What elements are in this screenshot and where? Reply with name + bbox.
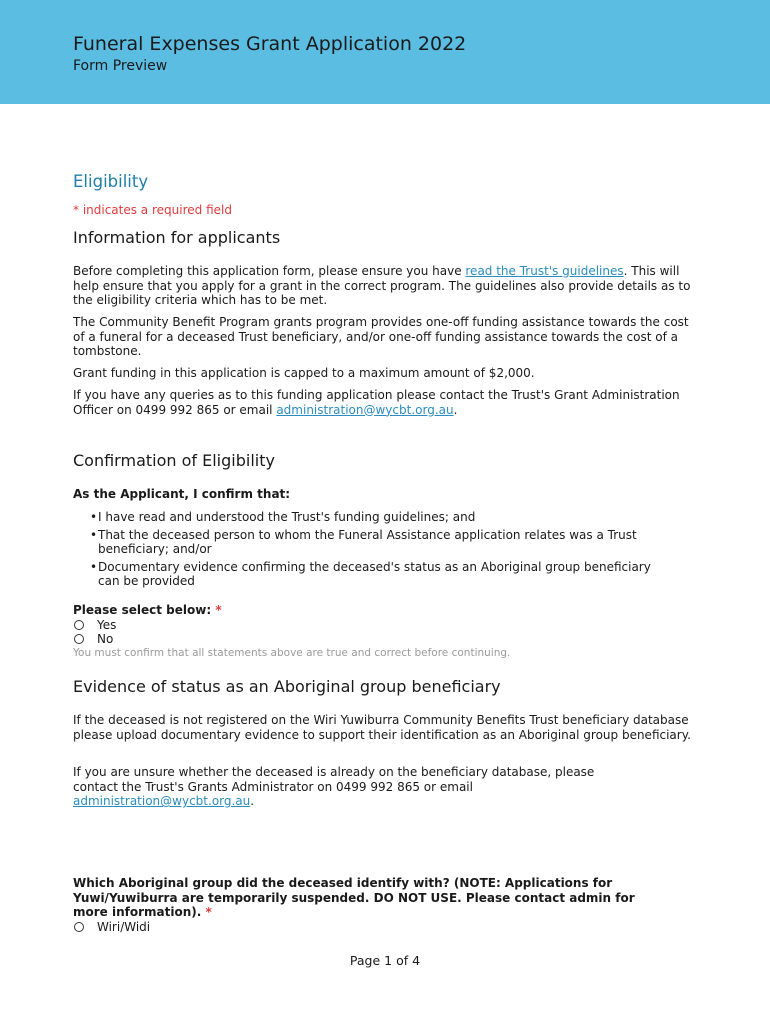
radio-button-icon[interactable] <box>74 620 84 630</box>
bullet-icon: • <box>90 527 98 542</box>
confirmation-bullet-list <box>73 510 673 592</box>
radio-option-no[interactable]: No <box>73 632 113 647</box>
info-paragraph-contact: If you have any queries as to this funding application please contact the Trust's Grant Administration Officer on 0499 992 865 or email administration@wycbt.org.au. <box>73 388 680 417</box>
bullet-icon: • <box>90 510 98 524</box>
heading-evidence-of-status: Evidence of status as an Aboriginal group beneficiary <box>73 677 501 696</box>
select-label: Please select below: * <box>73 603 222 617</box>
required-star: * <box>205 905 212 920</box>
list-item: • Documentary evidence confirming the deceased's status as an Aboriginal group beneficiary can be provided <box>90 559 651 589</box>
required-field-note: * indicates a required field <box>73 203 232 217</box>
guidelines-link[interactable]: read the Trust's guidelines <box>465 264 624 278</box>
email-link[interactable]: administration@wycbt.org.au <box>276 402 454 417</box>
radio-button-icon[interactable] <box>74 922 84 932</box>
radio-option-wiri-widi[interactable]: Wiri/Widi <box>73 920 150 935</box>
evidence-paragraph-upload: If the deceased is not registered on the Wiri Yuwiburra Community Benefits Trust beneficiary database please upload documentary evidence to support their identification as an Aboriginal group beneficiary. <box>73 713 691 742</box>
required-star: * <box>215 603 222 617</box>
list-item: • That the deceased person to whom the Funeral Assistance application relates was a Trust beneficiary; and/or <box>90 527 637 557</box>
form-title: Funeral Expenses Grant Application 2022 <box>73 33 467 55</box>
email-link[interactable]: administration@wycbt.org.au <box>73 794 251 809</box>
evidence-paragraph-contact: If you are unsure whether the deceased is already on the beneficiary database, please contact the Trust's Grants Administrator on 0499 992 865 or email administration@wycbt.org.au. <box>73 765 595 809</box>
heading-confirmation-of-eligibility: Confirmation of Eligibility <box>73 451 275 470</box>
info-paragraph-guidelines: Before completing this application form, please ensure you have read the Trust's guidelines. This will help ensure that you apply for a grant in the correct program. The guidelines also provide details as to the eligibility criteria which has to be met. <box>73 264 691 308</box>
list-item: • I have read and understood the Trust's funding guidelines; and <box>90 510 476 524</box>
header-banner <box>0 0 770 104</box>
heading-information-for-applicants: Information for applicants <box>73 228 281 247</box>
radio-option-yes[interactable]: Yes <box>73 618 116 633</box>
form-subtitle: Form Preview <box>73 58 168 74</box>
page-number: Page 1 of 4 <box>349 953 421 968</box>
aboriginal-group-question: Which Aboriginal group did the deceased identify with? (NOTE: Applications for Yuwi/Yuwiburra are temporarily suspended. DO NOT USE. Please contact admin for more information). * <box>73 876 635 920</box>
confirmation-hint: You must confirm that all statements above are true and correct before continuing. <box>73 647 511 659</box>
section-title-eligibility: Eligibility <box>73 172 149 191</box>
confirmation-lead: As the Applicant, I confirm that: <box>73 487 291 501</box>
radio-button-icon[interactable] <box>74 634 84 644</box>
bullet-icon: • <box>90 559 98 574</box>
info-paragraph-program: The Community Benefit Program grants program provides one-off funding assistance towards the cost of a funeral for a deceased Trust beneficiary, and/or one-off funding assistance towards the cost of a tombstone. <box>73 315 689 359</box>
info-paragraph-cap: Grant funding in this application is capped to a maximum amount of $2,000. <box>73 366 535 380</box>
